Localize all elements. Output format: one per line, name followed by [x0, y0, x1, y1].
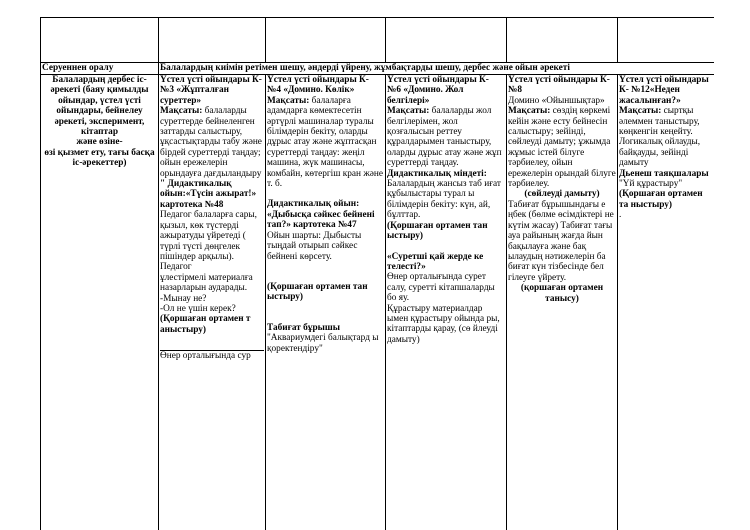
col3-game2-text: Өнер орталығында сурет салу, суретті кітапшаларды бо яу. [387, 272, 495, 304]
col4-aim-label: Мақсаты: [508, 106, 551, 117]
col5-env: (Қоршаған ортамен та ныстыру) [619, 189, 703, 210]
column-3 [386, 75, 507, 530]
empty-cell [618, 18, 715, 63]
col1-title: Үстел үсті ойындары К- №3 «Жұпталған суреттер» [160, 75, 262, 106]
col5-aim-text: сыртқы әлеммен таныстыру, көңкенгін кеңейту. Логикалық ойлауды, байқауды, зейінді дамыту [619, 106, 701, 169]
col1-dialog1: Педагог [160, 262, 192, 273]
col1-footer: Өнер орталығында сур [160, 350, 264, 361]
left-cell-text: Балалардың дербес іс-әрекеті (баяу қимылды ойындар, үстел үсті ойындары, бейнелеу әрекеті, эксперимент, кітаптар [50, 75, 149, 138]
col1-game2-title: " Дидактикалық ойын:«Түсін ажырат!» картотека №48 [160, 179, 257, 210]
column-5 [618, 75, 715, 530]
col4-sub: Домино «Ойыншықтар» [508, 95, 605, 106]
col3-task-text: Балалардың жансыз таб иғат құбылыстары турал ы білімдерін бекіту: күн, ай, бұлттар. [387, 179, 501, 221]
document-sheet [40, 17, 714, 530]
col1-game2-text: Педагог балаларға сары, қызыл, көк түстерді ажыратуды үйретеді ( түрлі түсті дөңгелек пішіндер арқылы). [160, 210, 257, 262]
col2-aim-text: балаларға адамдарға көмектесетін әртүрлі машиналар туралы білімдерін бекіту, оларды дұрыс атау және жұптасқан суреттерді таңдау: жеңіл машина, жүк машинасы, комбайн, көтергіш кран және т. б. [267, 95, 383, 190]
col2-aim [267, 96, 384, 190]
col4-title: Үстел үсті ойындары К-№8 [508, 75, 610, 96]
schedule-table [40, 17, 714, 530]
empty-cell [507, 18, 618, 63]
col1-aim-label: Мақсаты: [160, 106, 203, 117]
empty-cell [41, 18, 159, 63]
col3-env: (Қоршаған ортамен тан ыстыру) [387, 220, 488, 242]
col1-dialog3: -Мынау не? [160, 293, 207, 304]
header-col1: Серуеннен оралу [41, 63, 159, 75]
col5-game2-title: Дьенеш таяқшалары [619, 168, 709, 179]
col5-game2-text: "Үй құрастыру" [619, 179, 683, 190]
left-cell-line2: және өзіне- [76, 137, 123, 148]
col2-game2-text: Ойын шарты: Дыбысты тыңдай отырып сәйкес бейнені көрсету. [267, 230, 362, 262]
empty-row [41, 18, 715, 63]
col4-aim [508, 106, 616, 189]
column-4 [507, 75, 618, 530]
col1-aim [160, 106, 264, 179]
col5-title: Үстел үсті ойындары К- №12«Неден жасалынған?» [619, 75, 709, 106]
column-2 [266, 75, 386, 530]
col1-dialog4: -Ол не үшін керек? [160, 303, 236, 314]
col5-aim [619, 106, 713, 168]
header-span: Балалардың киімін ретімен шешу, әндерді үйрену, жұмбақтарды шешу, дербес және ойын әрекеті [159, 63, 715, 75]
empty-cell [386, 18, 507, 63]
col3-aim-label: Мақсаты: [387, 106, 430, 117]
col4-dev: (сөйлеуді дамыту) [524, 189, 600, 200]
col2-title: Үстел үсті ойындары К- №4 «Домино. Көлік» [267, 75, 369, 96]
col3-game2-title: «Суретші қай жерде ке телесті?» [387, 251, 484, 272]
body-row [41, 75, 715, 530]
column-1 [159, 75, 266, 530]
col5-dot: . [619, 210, 622, 221]
col3-task [387, 169, 505, 221]
col2-env: (Қоршаған ортамен тан ыстыру) [267, 281, 368, 303]
col3-aim-text: балаларды жол белгілерімен, жол қозғалысын реттеу құралдарымен таныстыру, оларды дұрыс атау және жұп суреттерді таңдау. [387, 106, 502, 169]
col2-nature-title: Табиғат бұрышы [267, 322, 340, 333]
col4-aim-text: сөздің көркемі кейін және есту бейнесін салыстыру; зейінді, сөйлеуді дамыту; ұжымда жұмыс істей білуге тәрбиелеу, ойын ережелерін орындай білуге тәрбиелеу. [508, 106, 616, 190]
col1-dialog2: ұлестірмелі материалға назарларын аударады. [160, 272, 253, 294]
col1-aim-text: балаларды суреттерде бейнеленген заттарды салыстыру, ұқсастықтарды табу және бірдей суреттерді таңдау; ойын ережелерін орындауға дағдыландыру [160, 106, 262, 179]
col4-env: (қоршаған ортамен танысу) [520, 283, 604, 304]
col2-nature-text: "Аквариумдегі балықтард ы қоректендіру" [267, 333, 379, 354]
left-cell-line3: өзі қызмет ету, тағы басқа іс-әрекеттер) [44, 147, 155, 169]
col3-title: Үстел үсті ойындары К- №6 «Домино. Жол белгілері» [387, 75, 489, 106]
col3-task-label: Дидактикалық міндеті: [387, 168, 487, 179]
header-row [41, 63, 715, 75]
col3-game3-text: Құрастыру материалдар ымен құрастыру ойында ры, кітаптарды қарау, (сө йлеуді дамыту) [387, 303, 500, 345]
col1-env: (Қоршаған ортамен т аныстыру) [160, 314, 251, 335]
col3-aim [387, 106, 505, 168]
empty-cell [266, 18, 386, 63]
col5-aim-label: Мақсаты: [619, 106, 662, 117]
col2-aim-label: Мақсаты: [267, 95, 310, 106]
col2-game2-title: Дидактикалық ойын: «Дыбысқа сәйкес бейнені тап?» картотека №47 [267, 199, 375, 231]
left-cell [41, 75, 159, 530]
col4-nature: Табиғат бұрышындағы е ңбек (бөлме өсімдіктері не күтім жасау) Табиғат тағы ауа райының жағда йын бақылауға және бақ ылаудың нәтижелерін ба биғат күн тізбесінде бел гілеуге үйрету. [508, 199, 614, 283]
empty-cell [159, 18, 266, 63]
